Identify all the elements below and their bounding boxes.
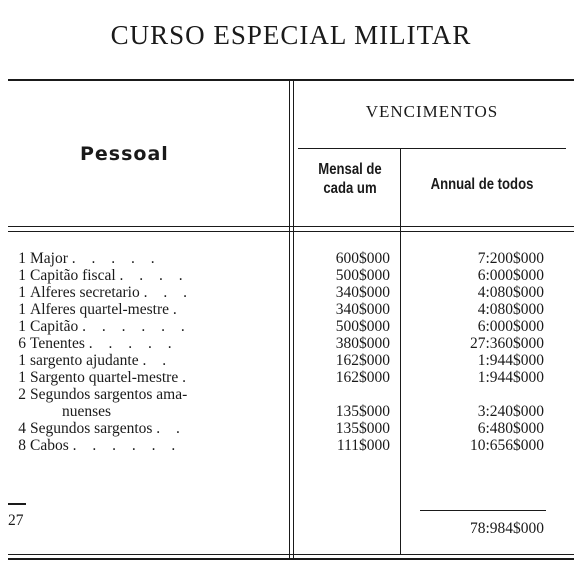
row-monthly: 340$000: [335, 284, 390, 301]
row-name: sargento ajudante . .: [30, 352, 173, 369]
row-qty: 2: [18, 386, 26, 403]
row-monthly: 600$000: [335, 250, 390, 267]
row-qty: 1: [18, 284, 26, 301]
header-annual: Annual de todos: [430, 176, 534, 193]
table-bottom-rule: [8, 554, 574, 555]
row-monthly: 135$000: [335, 420, 390, 437]
row-qty: 1: [18, 250, 26, 267]
row-qty: 1: [18, 301, 26, 318]
row-annual: 6:000$000: [477, 318, 544, 335]
row-annual: 4:080$000: [477, 301, 544, 318]
row-name: Capitão . . . . . .: [30, 318, 191, 335]
row-annual: 1:944$000: [477, 369, 544, 386]
table-row: [0, 301, 582, 318]
row-name: Segundos sargentos ama-: [30, 386, 188, 403]
table-row: [0, 403, 582, 420]
row-monthly: 500$000: [335, 267, 390, 284]
row-qty: 1: [18, 352, 26, 369]
row-name: Capitão fiscal . . . .: [30, 267, 189, 284]
row-qty: 4: [18, 420, 26, 437]
total-quantity: 27: [8, 512, 24, 529]
table-row: [0, 420, 582, 437]
row-qty: 6: [18, 335, 26, 352]
header-bottom-rule-2: [8, 231, 574, 232]
row-qty: 1: [18, 267, 26, 284]
table-row: [0, 369, 582, 386]
row-annual: 27:360$000: [469, 335, 544, 352]
row-name: Tenentes . . . . .: [30, 335, 178, 352]
table-row: [0, 352, 582, 369]
row-name: Sargento quartel-mestre .: [30, 369, 192, 386]
vencimentos-rule: [298, 148, 566, 149]
total-annual-rule: [420, 510, 546, 511]
row-annual: 7:200$000: [477, 250, 544, 267]
table-row: [0, 267, 582, 284]
row-annual: 4:080$000: [477, 284, 544, 301]
table-row: [0, 386, 582, 403]
header-bottom-rule: [8, 226, 574, 227]
header-vencimentos: VENCIMENTOS: [365, 102, 499, 121]
row-qty: 8: [18, 437, 26, 454]
row-monthly: 162$000: [335, 352, 390, 369]
row-annual: 10:656$000: [469, 437, 544, 454]
row-annual: 6:480$000: [477, 420, 544, 437]
row-annual: 6:000$000: [477, 267, 544, 284]
row-qty: 1: [18, 318, 26, 335]
row-name: Cabos . . . . . .: [30, 437, 182, 454]
page-title: CURSO ESPECIAL MILITAR: [110, 20, 472, 50]
row-name: Segundos sargentos . .: [30, 420, 186, 437]
table-row: [0, 318, 582, 335]
header-pessoal: Pessoal: [80, 143, 169, 165]
row-monthly: 500$000: [335, 318, 390, 335]
row-monthly: 340$000: [335, 301, 390, 318]
personnel-rows: [0, 250, 582, 454]
row-annual: 1:944$000: [477, 352, 544, 369]
table-row: [0, 284, 582, 301]
row-monthly: 111$000: [336, 437, 390, 454]
row-monthly: 135$000: [335, 403, 390, 420]
row-name: Major . . . . .: [30, 250, 161, 267]
table-row: [0, 437, 582, 454]
row-name: Alferes secretario . . .: [30, 284, 193, 301]
row-monthly: 380$000: [335, 335, 390, 352]
table-row: [0, 335, 582, 352]
header-mensal: Mensal de cada um: [318, 161, 382, 197]
table-top-rule: [8, 79, 574, 81]
table-row: [0, 250, 582, 267]
row-annual: 3:240$000: [477, 403, 544, 420]
table-bottom-rule-2: [8, 558, 574, 560]
total-qty-rule: [8, 503, 26, 505]
row-qty: 1: [18, 369, 26, 386]
total-annual: 78:984$000: [469, 520, 544, 537]
row-monthly: 162$000: [335, 369, 390, 386]
row-name: Alferes quartel-mestre .: [30, 301, 183, 318]
row-name: nuenses: [62, 403, 112, 420]
